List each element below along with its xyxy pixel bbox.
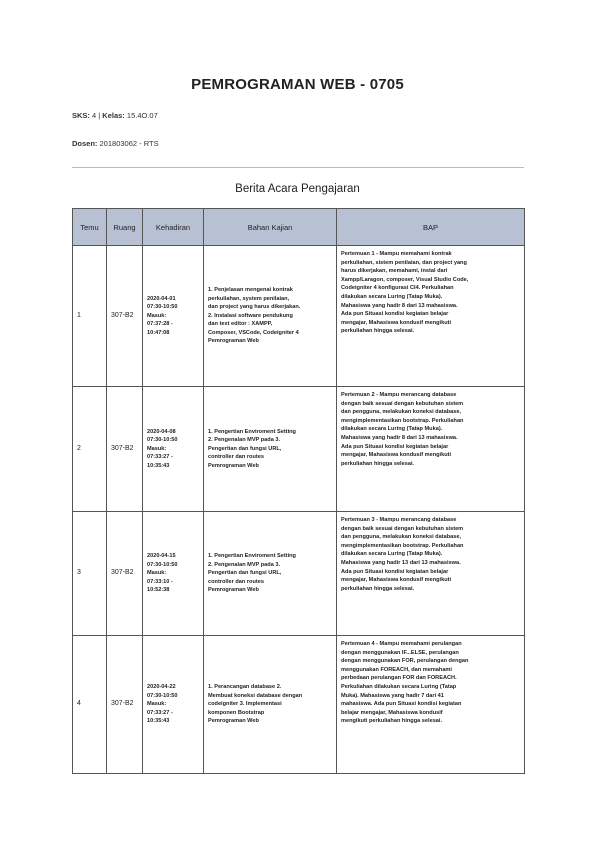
bap-line: mengajar, Mahasiswa kondusif mengikuti bbox=[341, 319, 452, 326]
bap-line: Pertemuan 1 - Mampu memahami kontrak bbox=[341, 251, 452, 257]
bahan-line: 2. Instalasi software pendukung bbox=[208, 312, 293, 319]
bap-line: dan pengguna, melakukan koneksi database, bbox=[341, 409, 461, 416]
kehadiran-line: Masuk: bbox=[147, 312, 167, 319]
bap-line: Pertemuan 3 - Mampu merancang database bbox=[341, 517, 457, 523]
bap-line: dengan menggunakan IF...ELSE, perulangan bbox=[341, 649, 459, 656]
kehadiran-line: Masuk: bbox=[147, 701, 167, 708]
cell-bahan-kajian bbox=[204, 387, 337, 512]
kehadiran-line: Masuk: bbox=[147, 570, 167, 577]
cell-kehadiran bbox=[143, 387, 204, 512]
bap-line: menggunakan FOREACH, dan memahami bbox=[341, 666, 452, 673]
cell-kehadiran bbox=[143, 636, 204, 774]
bahan-line: Pengertian dan fungsi URL, bbox=[208, 445, 282, 452]
bahan-line: controller dan routes bbox=[208, 578, 264, 585]
dosen-value: 201803062 - RTS bbox=[97, 139, 159, 148]
cell-bap bbox=[337, 387, 525, 512]
bahan-line: Pengertian dan fungsi URL, bbox=[208, 570, 282, 577]
bap-line: mengajar, Mahasiswa kondusif mengikuti bbox=[341, 452, 452, 459]
bap-line: Pertemuan 4 - Mampu memahami perulangan bbox=[341, 641, 462, 647]
bap-line: Codeigniter 4 konfigurasi CI4. Perkuliahan bbox=[341, 285, 454, 292]
cell-temu: 1 bbox=[73, 246, 107, 387]
kehadiran-line: 2020-04-01 bbox=[147, 295, 176, 302]
bap-line: dengan menggunakan FOR, perulangan dengan bbox=[341, 658, 469, 665]
bap-line: Perkuliahan dilakukan secara Luring (Tatap bbox=[341, 683, 457, 690]
bap-line: dengan baik sesuai dengan kebutuhan sistem bbox=[341, 525, 464, 532]
bahan-line: dan text editor : XAMPP, bbox=[208, 321, 273, 328]
kehadiran-line: 07:30-10:50 bbox=[147, 304, 178, 311]
header-bahan-kajian: Bahan Kajian bbox=[204, 209, 337, 246]
bap-line: mahasiswa. Ada pun Situasi kondisi kegiatan bbox=[341, 701, 462, 708]
bahan-line: Pemrograman Web bbox=[208, 587, 259, 594]
kehadiran-line: Masuk: bbox=[147, 445, 167, 452]
table-row bbox=[73, 512, 525, 636]
bahan-line: 1. Penjelasan mengenai kontrak bbox=[208, 286, 293, 293]
cell-bap bbox=[337, 246, 525, 387]
bahan-line: 1. Perancangan database 2. bbox=[208, 684, 282, 691]
header-kehadiran: Kehadiran bbox=[143, 209, 204, 246]
bap-line: dilakukan secara Luring (Tatap Muka). bbox=[341, 426, 443, 433]
bahan-line: Pemrograman Web bbox=[208, 462, 259, 469]
cell-bap bbox=[337, 636, 525, 774]
header-temu: Temu bbox=[73, 209, 107, 246]
kehadiran-line: 2020-04-08 bbox=[147, 428, 176, 435]
bap-line: Muka). Mahasiswa yang hadir 7 dari 41 bbox=[341, 692, 444, 699]
bahan-line: Composer, VSCode, Codeigniter 4 bbox=[208, 329, 299, 336]
kehadiran-line: 07:33:27 - bbox=[147, 454, 173, 461]
kehadiran-line: 07:30-10:50 bbox=[147, 561, 178, 568]
bap-line: harus dikerjakan, memahami, instal dari bbox=[341, 268, 448, 275]
bap-line: Mahasiswa yang hadir 13 dari 13 mahasiswa. bbox=[341, 559, 461, 566]
cell-ruang: 307-B2 bbox=[107, 512, 143, 636]
bap-line: Mahasiswa yang hadir 8 dari 13 mahasiswa. bbox=[341, 434, 458, 441]
cell-bahan-kajian bbox=[204, 246, 337, 387]
lecturer-info bbox=[72, 139, 159, 148]
kehadiran-line: 07:33:10 - bbox=[147, 578, 173, 585]
bap-line: mengajar, Mahasiswa kondusif mengikuti bbox=[341, 577, 452, 584]
bahan-line: codeigniter 3. Implementasi bbox=[208, 701, 282, 708]
bap-line: mengikuti perkuliahan hingga selesai. bbox=[341, 718, 443, 725]
cell-kehadiran bbox=[143, 512, 204, 636]
table-row bbox=[73, 636, 525, 774]
kehadiran-line: 07:30-10:50 bbox=[147, 692, 178, 699]
cell-temu: 4 bbox=[73, 636, 107, 774]
divider bbox=[72, 167, 524, 168]
bap-line: Mahasiswa yang hadir 8 dari 13 mahasiswa. bbox=[341, 302, 458, 309]
section-title: Berita Acara Pengajaran bbox=[235, 183, 360, 195]
bap-line: dan pengguna, melakukan koneksi database, bbox=[341, 534, 461, 541]
cell-bahan-kajian bbox=[204, 636, 337, 774]
cell-ruang: 307-B2 bbox=[107, 636, 143, 774]
bap-line: mengimplementasikan bootstrap. Perkuliahan bbox=[341, 542, 464, 549]
bap-line: dilakukan secara Luring (Tatap Muka). bbox=[341, 551, 443, 558]
bap-line: belajar mengajar, Mahasiswa kondusif bbox=[341, 709, 443, 716]
bahan-line: 1. Pengertian Enviroment Setting bbox=[208, 553, 296, 560]
kelas-label: Kelas: bbox=[102, 111, 125, 120]
table-row bbox=[73, 387, 525, 512]
sks-label: SKS: bbox=[72, 111, 90, 120]
bahan-line: Pemrograman Web bbox=[208, 718, 259, 725]
bahan-line: dan project yang harus dikerjakan. bbox=[208, 304, 301, 311]
bap-line: perbedaan perulangan FOR dan FOREACH. bbox=[341, 675, 457, 682]
bahan-line: 1. Pengertian Enviroment Setting bbox=[208, 428, 296, 435]
bahan-line: komponen Bootstrap bbox=[208, 709, 265, 716]
cell-temu: 2 bbox=[73, 387, 107, 512]
bahan-line: Membuat koneksi database dengan bbox=[208, 692, 303, 699]
bahan-line: perkuliahan, system penilaian, bbox=[208, 295, 290, 302]
bap-line: Ada pun Situasi kondisi kegiatan belajar bbox=[341, 443, 449, 450]
cell-temu: 3 bbox=[73, 512, 107, 636]
kehadiran-line: 07:33:27 - bbox=[147, 709, 173, 716]
bahan-line: 2. Pengenalan MVP pada 3. bbox=[208, 437, 281, 444]
sks-value: 4 | bbox=[89, 111, 103, 120]
header-bap: BAP bbox=[337, 209, 525, 246]
bap-line: perkuliahan, sistem penilaian, dan project yang bbox=[341, 259, 467, 266]
table-row bbox=[73, 246, 525, 387]
cell-ruang: 307-B2 bbox=[107, 387, 143, 512]
bahan-line: controller dan routes bbox=[208, 454, 264, 461]
bap-line: Ada pun Situasi kondisi kegiatan belajar bbox=[341, 311, 449, 318]
bap-line: Pertemuan 2 - Mampu merancang database bbox=[341, 392, 457, 398]
bahan-line: 2. Pengenalan MVP pada 3. bbox=[208, 561, 281, 568]
kelas-value: 15.4O.07 bbox=[124, 111, 158, 120]
bap-line: perkuliahan hingga selesai. bbox=[341, 460, 415, 467]
kehadiran-line: 10:47:08 bbox=[147, 329, 170, 336]
bap-line: dilakukan secara Luring (Tatap Muka). bbox=[341, 293, 443, 300]
bap-line: perkuliahan hingga selesai. bbox=[341, 328, 415, 335]
course-info bbox=[72, 111, 158, 120]
table-header-row bbox=[73, 209, 525, 246]
kehadiran-line: 2020-04-22 bbox=[147, 684, 176, 691]
page-title: PEMROGRAMAN WEB - 0705 bbox=[191, 76, 404, 93]
bap-line: perkuliahan hingga selesai. bbox=[341, 585, 415, 592]
kehadiran-line: 10:35:43 bbox=[147, 462, 170, 469]
dosen-label: Dosen: bbox=[72, 139, 98, 148]
bap-line: Ada pun Situasi kondisi kegiatan belajar bbox=[341, 568, 449, 575]
bap-line: Xampp/Laragon, composer, Visual Studio Code, bbox=[341, 276, 469, 283]
kehadiran-line: 2020-04-15 bbox=[147, 553, 176, 560]
kehadiran-line: 10:52:38 bbox=[147, 587, 170, 594]
cell-kehadiran bbox=[143, 246, 204, 387]
cell-bahan-kajian bbox=[204, 512, 337, 636]
bap-line: mengimplementasikan bootstrap. Perkuliahan bbox=[341, 417, 464, 424]
bap-line: dengan baik sesuai dengan kebutuhan sistem bbox=[341, 400, 464, 407]
kehadiran-line: 07:30-10:50 bbox=[147, 437, 178, 444]
cell-bap bbox=[337, 512, 525, 636]
kehadiran-line: 07:37:28 - bbox=[147, 321, 173, 328]
header-ruang: Ruang bbox=[107, 209, 143, 246]
kehadiran-line: 10:35:43 bbox=[147, 718, 170, 725]
bap-table bbox=[72, 208, 525, 774]
cell-ruang: 307-B2 bbox=[107, 246, 143, 387]
bahan-line: Pemrograman Web bbox=[208, 338, 259, 345]
